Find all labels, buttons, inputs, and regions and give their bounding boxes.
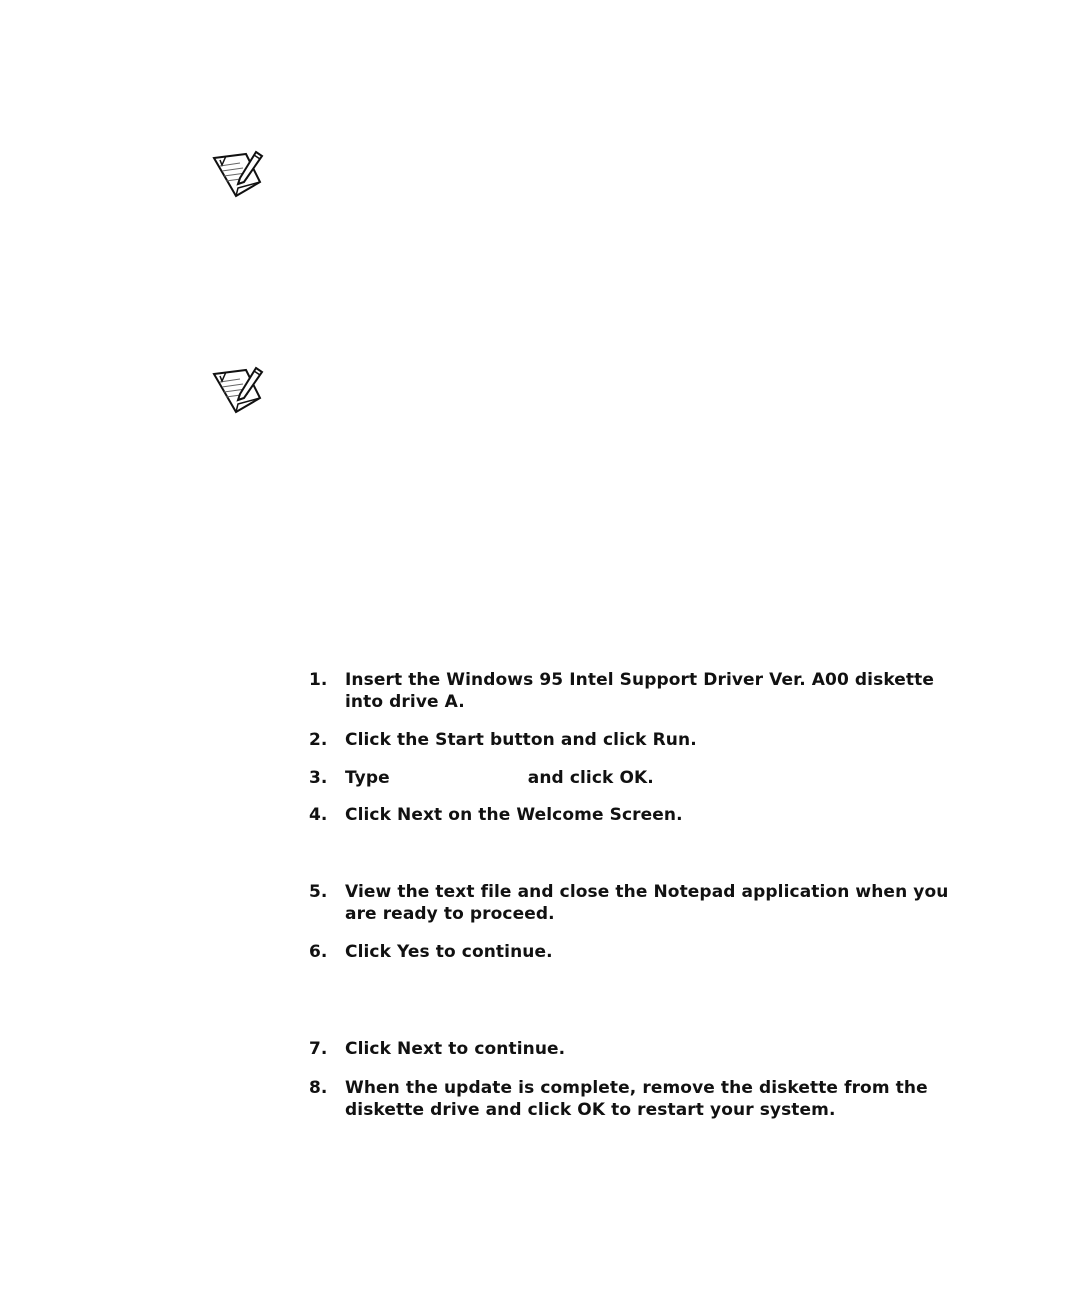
step-number: 6. — [309, 942, 328, 962]
step-text: Insert the Windows 95 Intel Support Driver Ver. A00 diskette into drive A. — [345, 670, 934, 712]
step-text — [345, 767, 975, 789]
step-number: 8. — [309, 1078, 328, 1098]
step-text: Click Next on the Welcome Screen. — [345, 805, 683, 825]
note-pencil-icon — [210, 366, 266, 416]
note-pencil-icon — [210, 150, 266, 200]
step-text: View the text file and close the Notepad application when you are ready to proceed. — [345, 882, 949, 924]
step-text-after: and click OK. — [527, 768, 654, 788]
step-number: 1. — [309, 670, 328, 690]
step-text: Click Next to continue. — [345, 1039, 566, 1059]
step-number: 7. — [309, 1039, 328, 1059]
step-text: Click Yes to continue. — [345, 942, 553, 962]
step-number: 5. — [309, 882, 328, 902]
step-text: Click the Start button and click Run. — [345, 730, 697, 750]
step-number: 2. — [309, 730, 328, 750]
step-number: 4. — [309, 805, 328, 825]
step-text-before: Type — [345, 768, 390, 788]
step-number: 3. — [309, 768, 328, 788]
step-text: When the update is complete, remove the diskette from the diskette drive and click OK to restart your system. — [345, 1078, 928, 1120]
